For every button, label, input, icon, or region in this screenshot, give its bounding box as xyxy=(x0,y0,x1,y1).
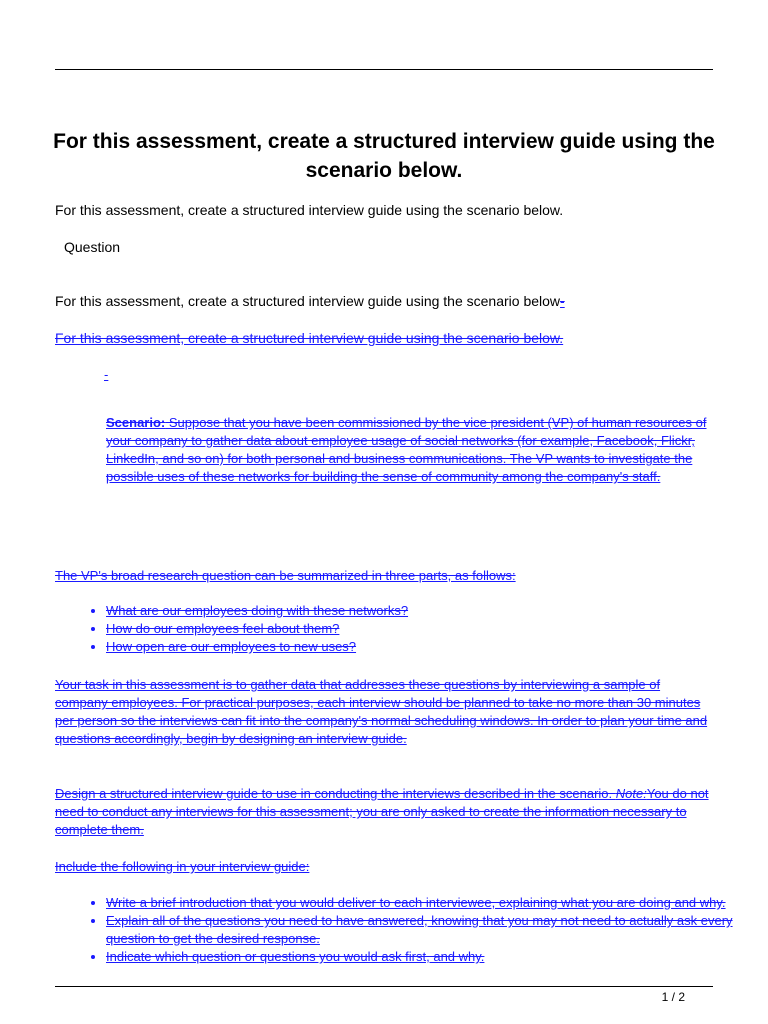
line-two-deleted: For this assessment, create a structured interview guide using the scenario below. xyxy=(55,330,564,346)
dash-mark: - xyxy=(104,367,109,382)
question-label: Question xyxy=(64,239,121,255)
scenario-paragraph xyxy=(106,414,716,486)
page-number: 1 / 2 xyxy=(661,990,685,1004)
list-item: • How do our employees feel about them? xyxy=(106,620,734,638)
research-intro: The VP's broad research question can be summarized in three parts, as follows: xyxy=(55,568,516,583)
list-item: • Explain all of the questions you need to have answered, knowing that you may not need to actually ask every question to get the desired response. xyxy=(106,912,734,948)
line-one xyxy=(55,292,715,310)
top-rule xyxy=(55,69,713,70)
list-item: • What are our employees doing with these networks? xyxy=(106,602,734,620)
intro-paragraph: For this assessment, create a structured interview guide using the scenario below. xyxy=(55,202,564,218)
design-note: Note: xyxy=(615,786,647,801)
bottom-rule xyxy=(55,986,713,987)
design-text-a: Design a structured interview guide to use in conducting the interviews described in the scenario. xyxy=(55,786,616,801)
design-text-b: You do not need to conduct any interviews for this assessment; you are only asked to create the information necessary to complete them. xyxy=(55,786,709,837)
page-title: For this assessment, create a structured interview guide using the scenario below. xyxy=(53,130,715,182)
scenario-text: Suppose that you have been commissioned by the vice president (VP) of human resources of your company to gather data about employee usage of social networks (for example, Facebook, Flickr, LinkedIn, and so on) for both personal and business communications. The VP wants to investigate the possible uses of these networks for building the sense of community among the company's staff. xyxy=(106,415,707,484)
task-paragraph: Your task in this assessment is to gather data that addresses these questions by interviewing a sample of company employees. For practical purposes, each interview should be planned to take no more than 30 minutes per person so the interviews can fit into the company's normal scheduling windows. In order to plan your time and questions accordingly, begin by designing an interview guide. xyxy=(55,677,708,746)
line-one-text: For this assessment, create a structured interview guide using the scenario below xyxy=(55,293,561,309)
include-intro: Include the following in your interview guide: xyxy=(55,859,310,874)
list-item: • Indicate which question or questions you would ask first, and why. xyxy=(106,948,734,966)
line-one-mark: - xyxy=(560,293,565,309)
list-item: • How open are our employees to new uses? xyxy=(106,638,734,656)
research-question-list xyxy=(88,602,734,656)
list-item: • Write a brief introduction that you would deliver to each interviewee, explaining what you are doing and why. xyxy=(106,894,734,912)
design-paragraph xyxy=(55,785,715,839)
include-list xyxy=(88,894,734,966)
scenario-label: Scenario: xyxy=(106,415,166,430)
